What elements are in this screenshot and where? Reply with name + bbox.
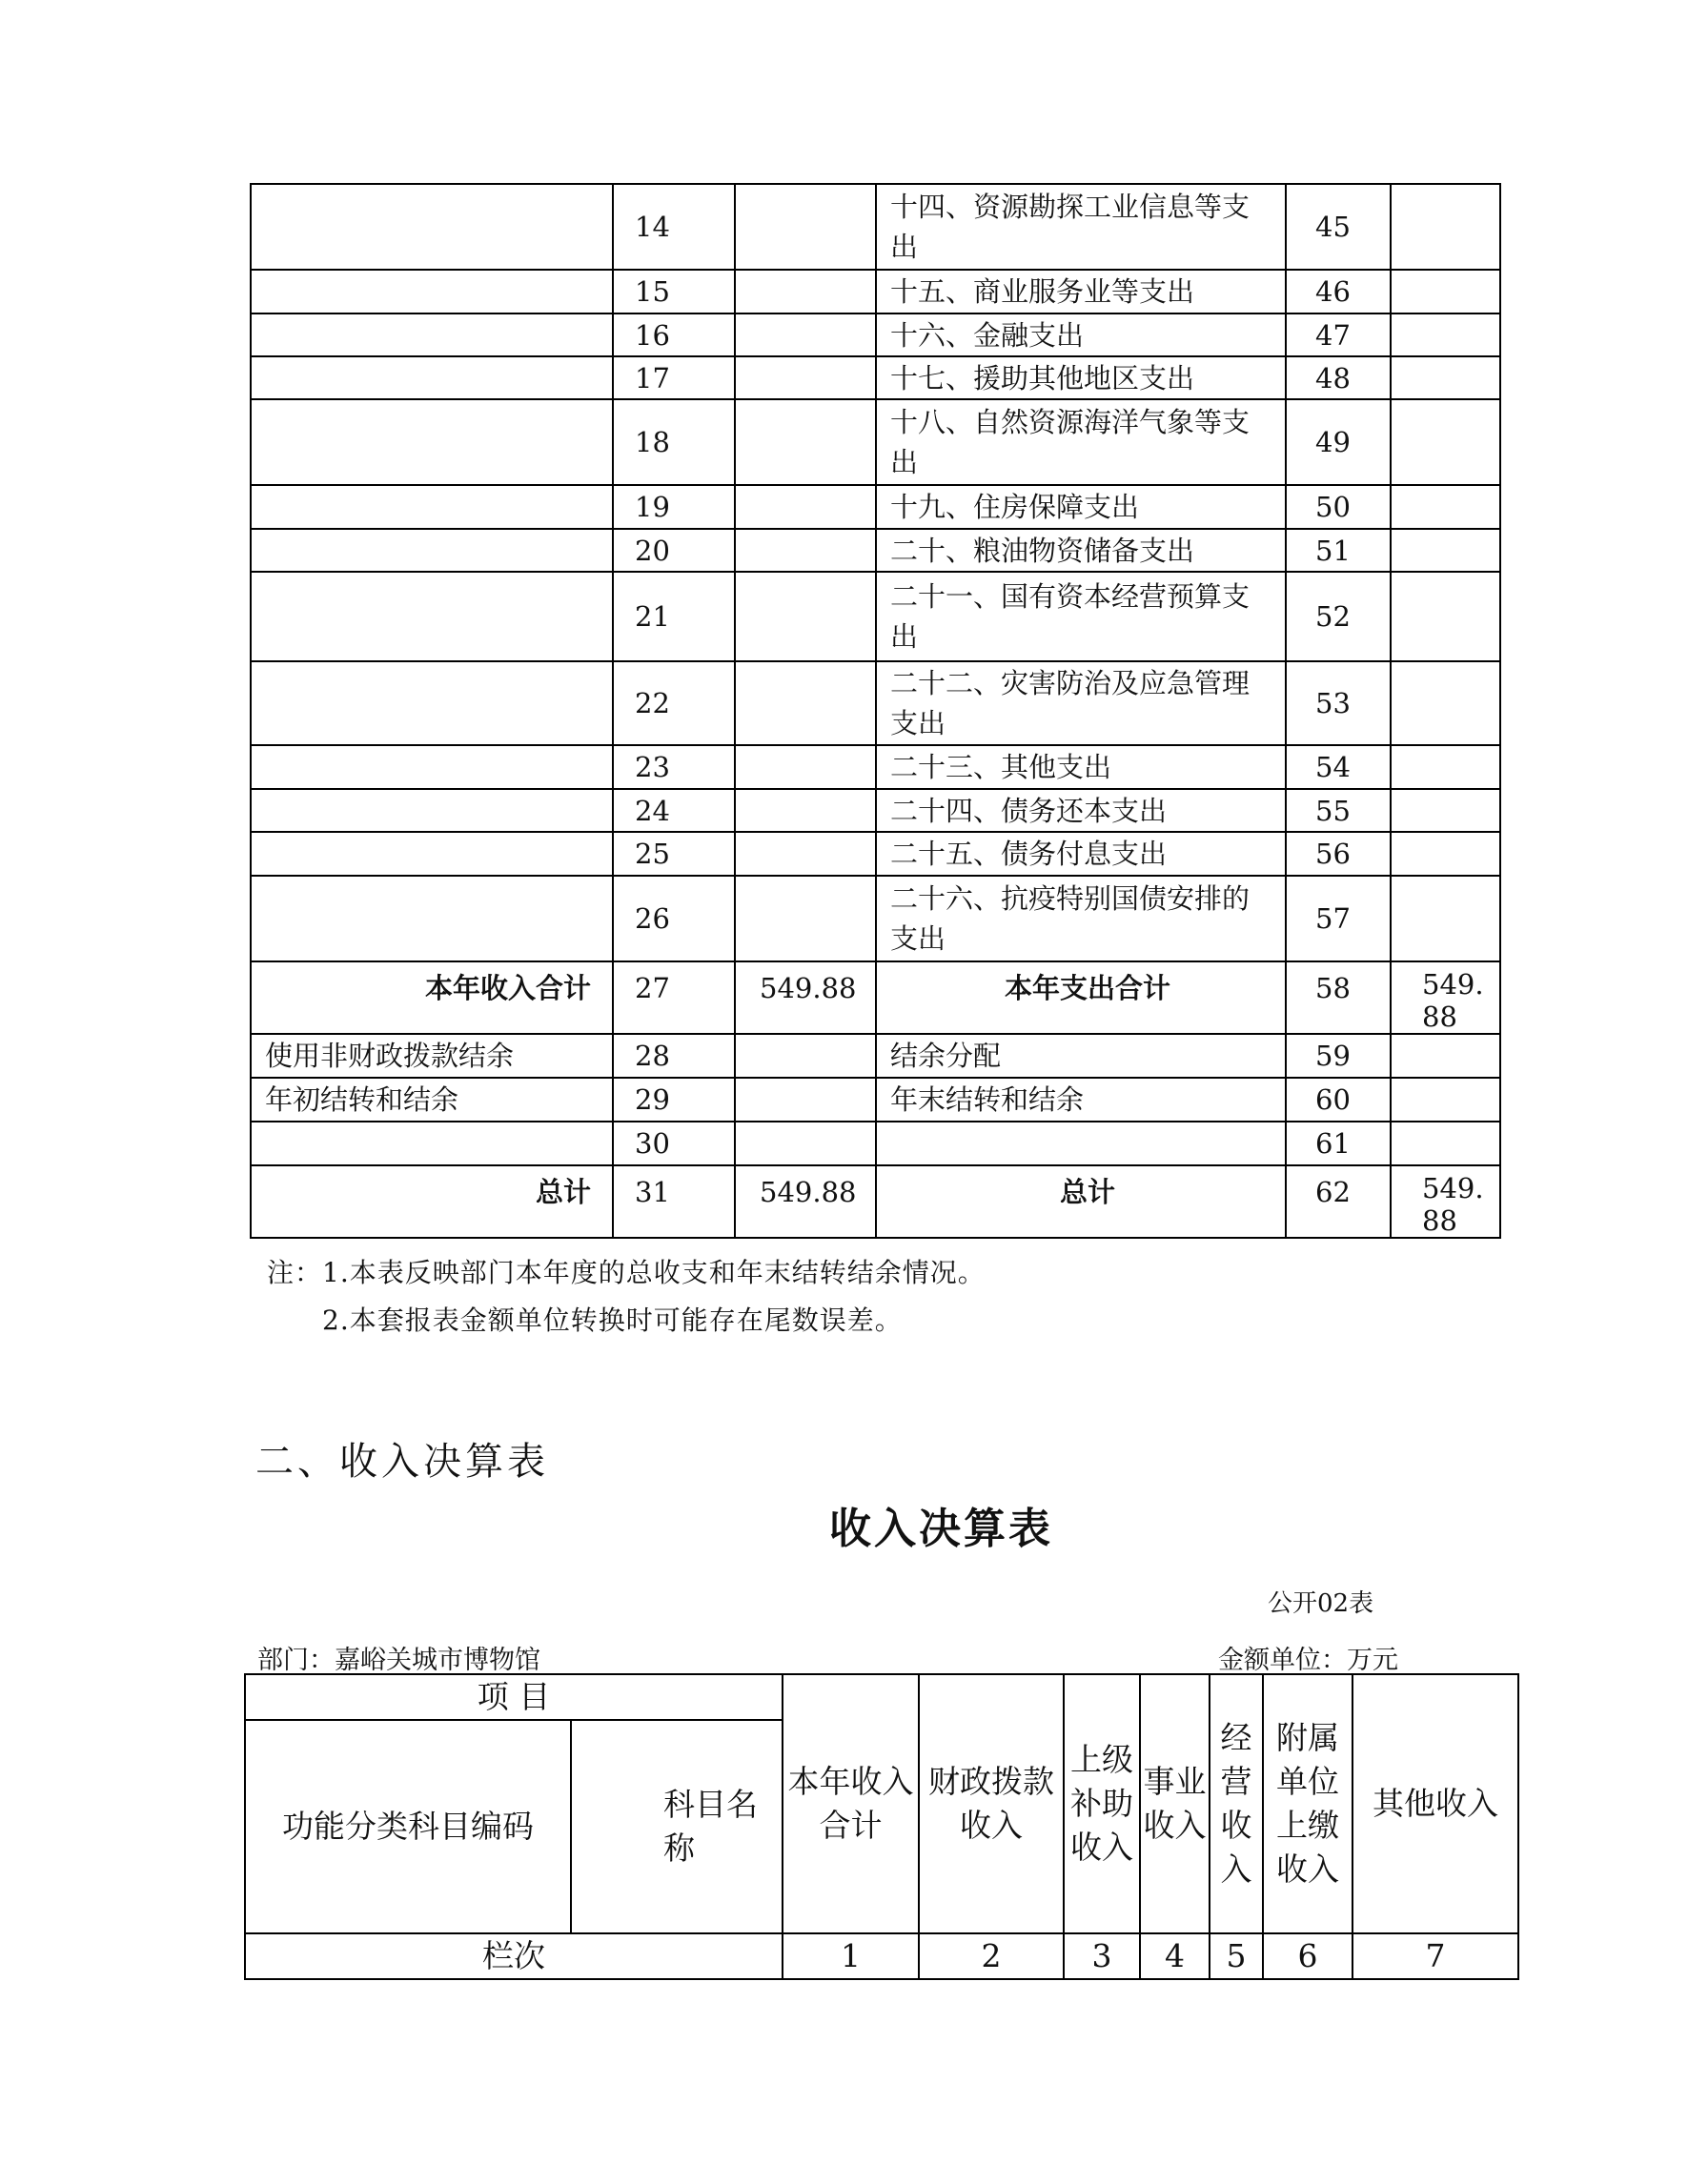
income-item-cell bbox=[251, 789, 613, 832]
header-subject-name: 科目名称 bbox=[571, 1720, 783, 1933]
expense-item-cell: 年末结转和结余 bbox=[876, 1078, 1286, 1122]
expense-amount-cell bbox=[1391, 832, 1500, 876]
amount-unit-label: 金额单位：万元 bbox=[1218, 1646, 1398, 1675]
income-amount-cell bbox=[735, 745, 876, 789]
income-item-cell bbox=[251, 745, 613, 789]
income-amount-cell bbox=[735, 356, 876, 399]
expense-amount-cell bbox=[1391, 745, 1500, 789]
income-line-number: 18 bbox=[613, 399, 735, 485]
header-affiliated-income: 附属单位上缴收入 bbox=[1263, 1674, 1352, 1933]
expense-line-number: 49 bbox=[1286, 399, 1391, 485]
col-number: 4 bbox=[1140, 1933, 1210, 1979]
expense-item-cell: 二十二、灾害防治及应急管理 支出 bbox=[876, 661, 1286, 745]
income-line-number: 22 bbox=[613, 661, 735, 745]
income-line-number: 21 bbox=[613, 572, 735, 661]
col-number: 6 bbox=[1263, 1933, 1352, 1979]
header-total-income: 本年收入合计 bbox=[783, 1674, 919, 1933]
expense-line-number: 54 bbox=[1286, 745, 1391, 789]
expense-line-number: 56 bbox=[1286, 832, 1391, 876]
expense-amount-cell bbox=[1391, 270, 1500, 313]
expense-item-cell: 二十六、抗疫特别国债安排的 支出 bbox=[876, 876, 1286, 961]
income-amount-cell: 549.88 bbox=[735, 961, 876, 1034]
table-row bbox=[251, 1034, 1500, 1078]
income-line-number: 31 bbox=[613, 1165, 735, 1238]
col-number: 1 bbox=[783, 1933, 919, 1979]
expense-line-number: 60 bbox=[1286, 1078, 1391, 1122]
income-item-cell: 年初结转和结余 bbox=[251, 1078, 613, 1122]
income-line-number: 24 bbox=[613, 789, 735, 832]
header-business-income: 事业收入 bbox=[1140, 1674, 1210, 1933]
income-item-cell bbox=[251, 270, 613, 313]
expense-line-number: 47 bbox=[1286, 313, 1391, 356]
table-row bbox=[251, 745, 1500, 789]
expense-item-cell: 二十三、其他支出 bbox=[876, 745, 1286, 789]
income-line-number: 20 bbox=[613, 529, 735, 572]
income-line-number: 15 bbox=[613, 270, 735, 313]
expense-item-cell: 二十四、债务还本支出 bbox=[876, 789, 1286, 832]
expense-amount-cell: 549.88 bbox=[1391, 961, 1500, 1034]
note-line-2: 2.本套报表金额单位转换时可能存在尾数误差。 bbox=[322, 1304, 903, 1336]
header-item: 项 目 bbox=[245, 1674, 783, 1720]
income-amount-cell bbox=[735, 1122, 876, 1165]
income-item-cell bbox=[251, 313, 613, 356]
table-row bbox=[251, 399, 1500, 485]
table-row bbox=[251, 876, 1500, 961]
income-line-number: 17 bbox=[613, 356, 735, 399]
income-item-cell bbox=[251, 832, 613, 876]
table-row bbox=[251, 1078, 1500, 1122]
income-table bbox=[244, 1673, 1519, 1980]
expense-item-cell: 二十、粮油物资储备支出 bbox=[876, 529, 1286, 572]
expense-item-cell: 十四、资源勘探工业信息等支 出 bbox=[876, 184, 1286, 270]
expense-line-number: 62 bbox=[1286, 1165, 1391, 1238]
income-item-cell bbox=[251, 356, 613, 399]
income-amount-cell bbox=[735, 1078, 876, 1122]
note-line-1: 注：1.本表反映部门本年度的总收支和年末结转结余情况。 bbox=[267, 1257, 986, 1288]
expense-item-cell: 结余分配 bbox=[876, 1034, 1286, 1078]
expense-amount-cell bbox=[1391, 399, 1500, 485]
income-amount-cell bbox=[735, 485, 876, 529]
income-amount-cell bbox=[735, 1034, 876, 1078]
table-row bbox=[251, 529, 1500, 572]
expense-line-number: 57 bbox=[1286, 876, 1391, 961]
expense-line-number: 45 bbox=[1286, 184, 1391, 270]
expense-amount-cell bbox=[1391, 356, 1500, 399]
expense-amount-cell bbox=[1391, 1122, 1500, 1165]
income-line-number: 27 bbox=[613, 961, 735, 1034]
expense-amount-cell bbox=[1391, 529, 1500, 572]
expense-amount-cell bbox=[1391, 184, 1500, 270]
table-row bbox=[251, 789, 1500, 832]
income-amount-cell bbox=[735, 313, 876, 356]
income-item-cell: 使用非财政拨款结余 bbox=[251, 1034, 613, 1078]
table-number: 公开02表 bbox=[1268, 1589, 1374, 1618]
balance-table bbox=[250, 183, 1501, 1239]
row-number-label: 栏次 bbox=[245, 1933, 783, 1979]
income-item-cell bbox=[251, 876, 613, 961]
income-amount-cell bbox=[735, 184, 876, 270]
income-amount-cell bbox=[735, 661, 876, 745]
col-number: 5 bbox=[1210, 1933, 1263, 1979]
income-amount-cell bbox=[735, 529, 876, 572]
header-other-income: 其他收入 bbox=[1352, 1674, 1518, 1933]
income-item-cell bbox=[251, 572, 613, 661]
department-label: 部门：嘉峪关城市博物馆 bbox=[257, 1646, 540, 1675]
expense-line-number: 58 bbox=[1286, 961, 1391, 1034]
income-item-cell bbox=[251, 485, 613, 529]
income-line-number: 26 bbox=[613, 876, 735, 961]
expense-item-cell: 二十一、国有资本经营预算支 出 bbox=[876, 572, 1286, 661]
header-fiscal-appropriation: 财政拨款收入 bbox=[919, 1674, 1064, 1933]
table-row bbox=[251, 485, 1500, 529]
expense-amount-cell bbox=[1391, 1034, 1500, 1078]
income-amount-cell bbox=[735, 832, 876, 876]
col-number: 2 bbox=[919, 1933, 1064, 1979]
income-line-number: 30 bbox=[613, 1122, 735, 1165]
expense-line-number: 50 bbox=[1286, 485, 1391, 529]
expense-amount-cell: 549.88 bbox=[1391, 1165, 1500, 1238]
header-operating-income: 经营收入 bbox=[1210, 1674, 1263, 1933]
income-item-cell bbox=[251, 1122, 613, 1165]
table-row bbox=[251, 572, 1500, 661]
expense-item-cell: 十七、援助其他地区支出 bbox=[876, 356, 1286, 399]
income-item-cell bbox=[251, 184, 613, 270]
income-line-number: 25 bbox=[613, 832, 735, 876]
expense-item-cell: 十九、住房保障支出 bbox=[876, 485, 1286, 529]
expense-item-cell: 二十五、债务付息支出 bbox=[876, 832, 1286, 876]
table-row bbox=[251, 1122, 1500, 1165]
income-amount-cell bbox=[735, 572, 876, 661]
income-amount-cell bbox=[735, 399, 876, 485]
income-amount-cell bbox=[735, 876, 876, 961]
expense-line-number: 48 bbox=[1286, 356, 1391, 399]
col-number: 7 bbox=[1352, 1933, 1518, 1979]
expense-line-number: 61 bbox=[1286, 1122, 1391, 1165]
income-line-number: 28 bbox=[613, 1034, 735, 1078]
table-row bbox=[251, 184, 1500, 270]
income-item-cell bbox=[251, 399, 613, 485]
expense-line-number: 53 bbox=[1286, 661, 1391, 745]
table-row bbox=[251, 832, 1500, 876]
expense-line-number: 52 bbox=[1286, 572, 1391, 661]
income-line-number: 29 bbox=[613, 1078, 735, 1122]
income-item-cell: 总计 bbox=[251, 1165, 613, 1238]
table-row bbox=[251, 313, 1500, 356]
income-line-number: 19 bbox=[613, 485, 735, 529]
income-item-cell: 本年收入合计 bbox=[251, 961, 613, 1034]
col-number: 3 bbox=[1064, 1933, 1140, 1979]
expense-item-cell: 总计 bbox=[876, 1165, 1286, 1238]
table-row bbox=[251, 356, 1500, 399]
expense-line-number: 59 bbox=[1286, 1034, 1391, 1078]
income-table-title: 收入决算表 bbox=[829, 1505, 1053, 1553]
table-row bbox=[251, 961, 1500, 1034]
expense-item-cell: 本年支出合计 bbox=[876, 961, 1286, 1034]
expense-line-number: 46 bbox=[1286, 270, 1391, 313]
income-amount-cell bbox=[735, 789, 876, 832]
section-heading: 二、收入决算表 bbox=[255, 1440, 549, 1484]
table-row bbox=[251, 661, 1500, 745]
expense-amount-cell bbox=[1391, 572, 1500, 661]
expense-item-cell: 十五、商业服务业等支出 bbox=[876, 270, 1286, 313]
table-row bbox=[251, 1165, 1500, 1238]
income-line-number: 16 bbox=[613, 313, 735, 356]
header-function-code: 功能分类科目编码 bbox=[245, 1720, 571, 1933]
income-item-cell bbox=[251, 661, 613, 745]
expense-amount-cell bbox=[1391, 1078, 1500, 1122]
income-amount-cell bbox=[735, 270, 876, 313]
income-item-cell bbox=[251, 529, 613, 572]
expense-item-cell: 十六、金融支出 bbox=[876, 313, 1286, 356]
expense-amount-cell bbox=[1391, 313, 1500, 356]
expense-amount-cell bbox=[1391, 661, 1500, 745]
expense-line-number: 55 bbox=[1286, 789, 1391, 832]
expense-line-number: 51 bbox=[1286, 529, 1391, 572]
expense-item-cell: 十八、自然资源海洋气象等支 出 bbox=[876, 399, 1286, 485]
expense-amount-cell bbox=[1391, 789, 1500, 832]
header-superior-subsidy: 上级补助收入 bbox=[1064, 1674, 1140, 1933]
expense-item-cell bbox=[876, 1122, 1286, 1165]
table-row bbox=[251, 270, 1500, 313]
income-line-number: 14 bbox=[613, 184, 735, 270]
expense-amount-cell bbox=[1391, 485, 1500, 529]
income-line-number: 23 bbox=[613, 745, 735, 789]
income-amount-cell: 549.88 bbox=[735, 1165, 876, 1238]
expense-amount-cell bbox=[1391, 876, 1500, 961]
